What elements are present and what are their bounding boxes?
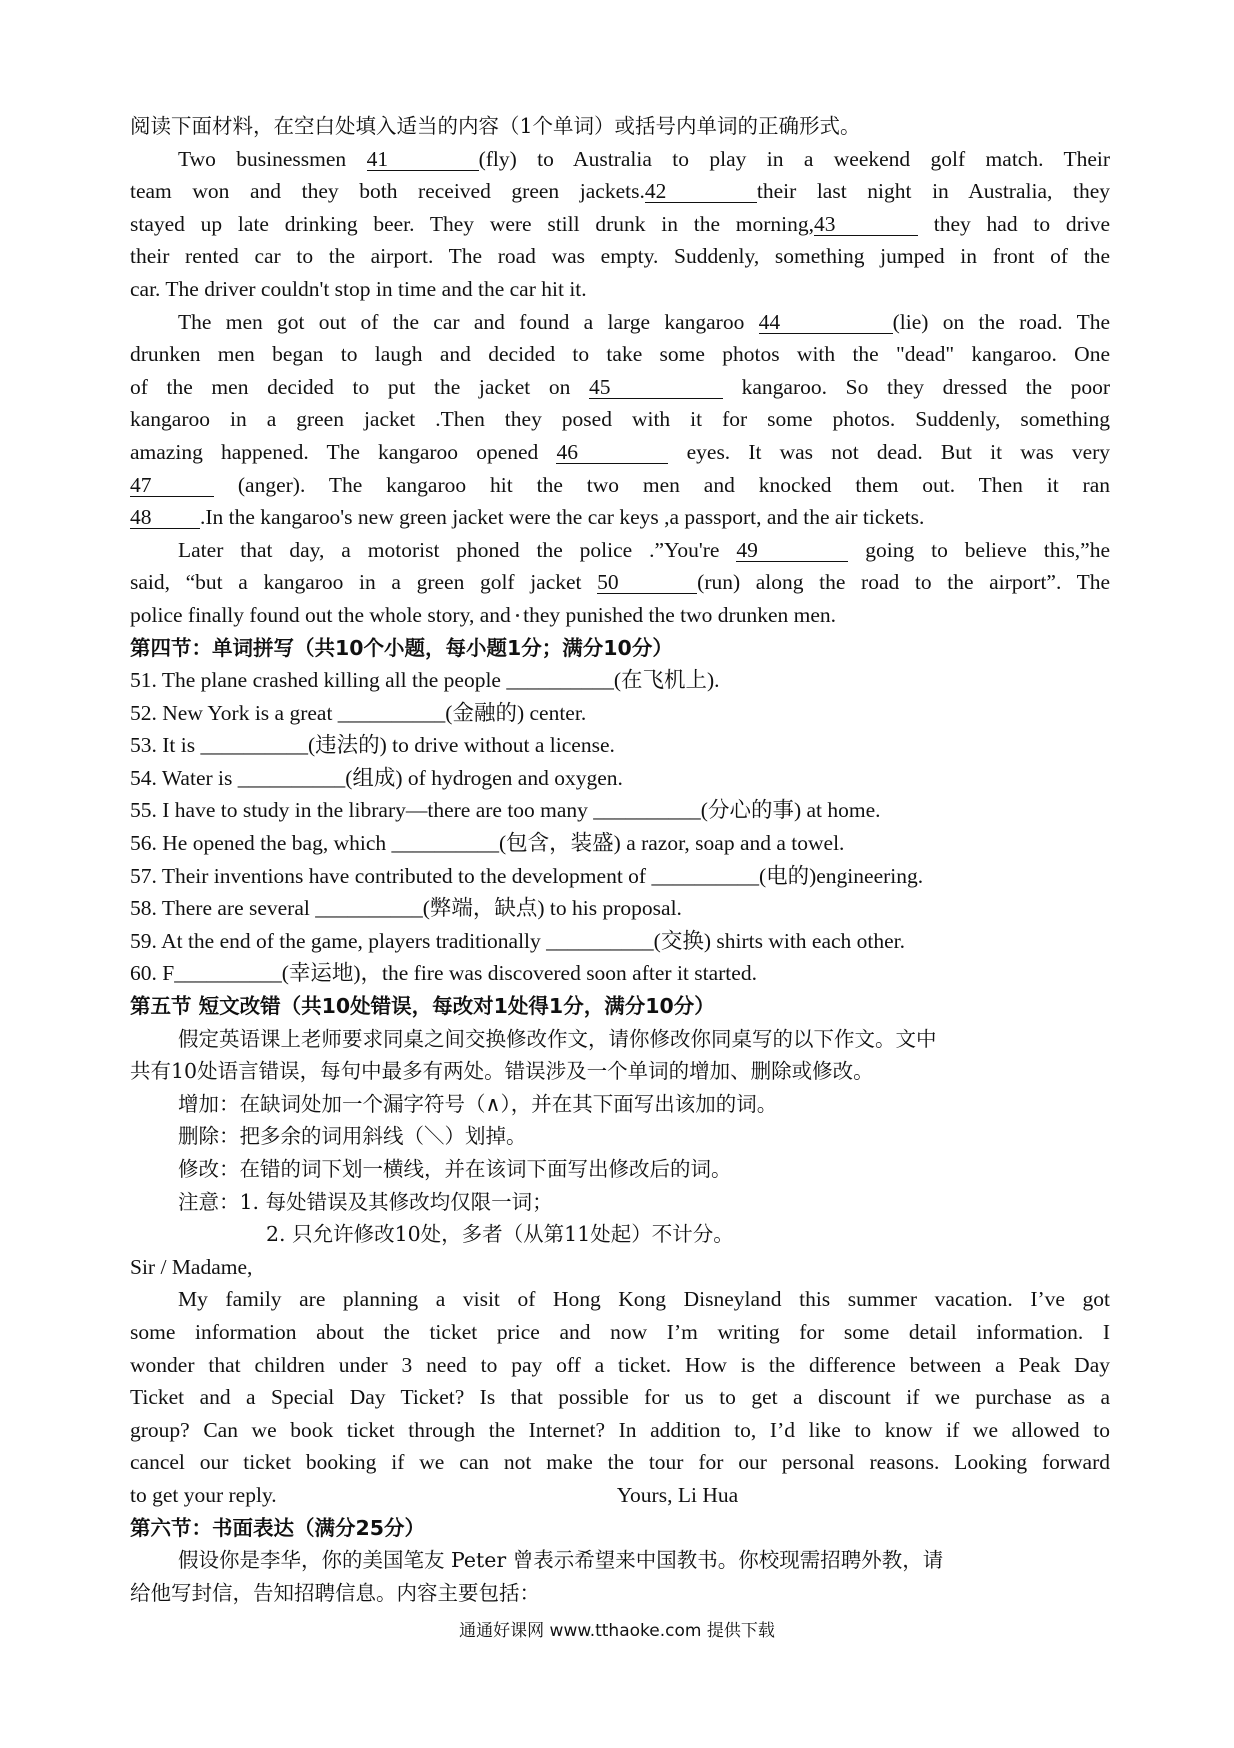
section5-title: 第五节 短文改错（共10处错误，每改对1处得1分，满分10分） bbox=[130, 994, 715, 1019]
section6-text: 给他写封信，告知招聘信息。内容主要包括： bbox=[130, 1580, 540, 1605]
rule-add: 增加：在缺词处加一个漏字符号（∧），并在其下面写出该加的词。 bbox=[178, 1091, 778, 1116]
blank-49: 49 bbox=[736, 539, 848, 562]
rule-modify: 修改：在错的词下划一横线，并在该词下面写出修改后的词。 bbox=[178, 1157, 732, 1181]
rule-delete: 删除：把多余的词用斜线（＼）划掉。 bbox=[178, 1124, 527, 1149]
section5-intro: 假定英语课上老师要求同桌之间交换修改作文，请你修改你同桌写的以下作文。文中 bbox=[178, 1026, 937, 1051]
spelling-item: 58. There are several __________(弊端，缺点) to his proposal. bbox=[130, 896, 682, 921]
passage-line: 48 .In the kangaroo's new green jacket were the car keys ,a passport, and the air tickets. bbox=[130, 505, 925, 530]
blank-43: 43 bbox=[814, 213, 918, 236]
letter-closing: to get your reply. Yours, Li Hua bbox=[130, 1482, 739, 1507]
passage-line: police finally found out the whole story, and they punished the two drunken men. bbox=[130, 602, 837, 627]
blank-44: 44 bbox=[759, 311, 893, 334]
passage-line: Later that day, a motorist phoned the police .”You're 49 going to believe this,”he bbox=[178, 537, 1111, 562]
stray-mark bbox=[516, 614, 519, 617]
section4-title: 第四节：单词拼写（共10个小题，每小题1分；满分10分） bbox=[130, 635, 673, 660]
passage-line: said, “but a kangaroo in a green golf jacket 50 (run) along the road to the airport”. The bbox=[130, 570, 1110, 595]
passage-line: of the men decided to put the jacket on 45 kangaroo. So they dressed the poor bbox=[130, 374, 1111, 399]
document-page bbox=[130, 110, 1110, 1609]
spelling-item: 59. At the end of the game, players traditionally __________(交换) shirts with each other. bbox=[130, 928, 906, 953]
passage-line: 47 (anger). The kangaroo hit the two men and knocked them out. Then it ran bbox=[130, 472, 1110, 497]
passage-line: car. The driver couldn't stop in time and the car hit it. bbox=[130, 276, 587, 301]
letter-line: cancel our ticket booking if we can not make the tour for our personal reasons. Looking forward bbox=[130, 1450, 1110, 1475]
section6-title: 第六节：书面表达（满分25分） bbox=[130, 1515, 426, 1540]
blank-48: 48 bbox=[130, 506, 200, 529]
passage-line: Two businessmen 41 (fly) to Australia to play in a weekend golf match. Their bbox=[178, 146, 1111, 171]
passage-line: their rented car to the airport. The road was empty. Suddenly, something jumped in front of the bbox=[130, 244, 1110, 269]
instruction: 阅读下面材料，在空白处填入适当的内容（1个单词）或括号内单词的正确形式。 bbox=[130, 114, 861, 138]
letter-body bbox=[130, 1283, 1110, 1479]
spelling-item: 52. New York is a great __________(金融的) center. bbox=[130, 700, 587, 725]
page-footer: 通通好课网 www.tthaoke.com 提供下载 bbox=[459, 1621, 775, 1641]
blank-46: 46 bbox=[556, 441, 668, 464]
section5-intro: 共有10处语言错误，每句中最多有两处。错误涉及一个单词的增加、删除或修改。 bbox=[130, 1059, 874, 1084]
passage-line: stayed up late drinking beer. They were still drunk in the morning,43 they had to drive bbox=[130, 211, 1111, 236]
letter-greeting: Sir / Madame, bbox=[130, 1254, 253, 1279]
letter-signature: Yours, Li Hua bbox=[616, 1482, 739, 1507]
note-2: 2. 只允许修改10处，多者（从第11处起）不计分。 bbox=[266, 1222, 734, 1247]
letter-line: My family are planning a visit of Hong Kong Disneyland this summer vacation. I’ve got bbox=[178, 1287, 1110, 1312]
passage-line: team won and they both received green jackets.42 their last night in Australia, they bbox=[130, 179, 1110, 204]
spelling-item: 54. Water is __________(组成) of hydrogen and oxygen. bbox=[130, 765, 623, 790]
blank-41: 41 bbox=[367, 148, 479, 171]
spelling-item: 53. It is __________(违法的) to drive without a license. bbox=[130, 733, 615, 758]
blank-45: 45 bbox=[589, 376, 723, 399]
passage-line: amazing happened. The kangaroo opened 46 eyes. It was not dead. But it was very bbox=[130, 439, 1111, 464]
spelling-item: 60. F__________(幸运地)，the fire was discovered soon after it started. bbox=[130, 961, 757, 986]
spelling-item: 56. He opened the bag, which __________(包含，装盛) a razor, soap and a towel. bbox=[130, 831, 845, 856]
letter-line: Ticket and a Special Day Ticket? Is that possible for us to get a discount if we purchase as a bbox=[130, 1385, 1110, 1410]
spelling-item: 55. I have to study in the library—there are too many __________(分心的事) at home. bbox=[130, 798, 881, 823]
passage-line: kangaroo in a green jacket .Then they posed with it for some photos. Suddenly, something bbox=[130, 407, 1110, 432]
letter-line: wonder that children under 3 need to pay off a ticket. How is the difference between a Peak Day bbox=[130, 1352, 1110, 1377]
blank-42: 42 bbox=[645, 180, 757, 203]
blank-47: 47 bbox=[130, 474, 214, 497]
blank-50: 50 bbox=[597, 571, 697, 594]
note-1: 注意：1. 每处错误及其修改均仅限一词； bbox=[178, 1189, 553, 1214]
section6-text: 假设你是李华，你的美国笔友 Peter 曾表示希望来中国教书。你校现需招聘外教，请 bbox=[178, 1548, 944, 1573]
letter-line: some information about the ticket price and now I’m writing for some detail information. I bbox=[130, 1319, 1110, 1344]
passage-line: The men got out of the car and found a large kangaroo 44 (lie) on the road. The bbox=[178, 309, 1110, 334]
spelling-item: 57. Their inventions have contributed to the development of __________(电的)engineering. bbox=[130, 863, 924, 888]
spelling-item: 51. The plane crashed killing all the people __________(在飞机上). bbox=[130, 668, 720, 693]
passage-line: drunken men began to laugh and decided to take some photos with the "dead" kangaroo. One bbox=[130, 342, 1110, 367]
letter-line: group? Can we book ticket through the Internet? In addition to, I’d like to know if we allowed to bbox=[130, 1417, 1110, 1442]
spelling-list bbox=[130, 664, 1110, 990]
